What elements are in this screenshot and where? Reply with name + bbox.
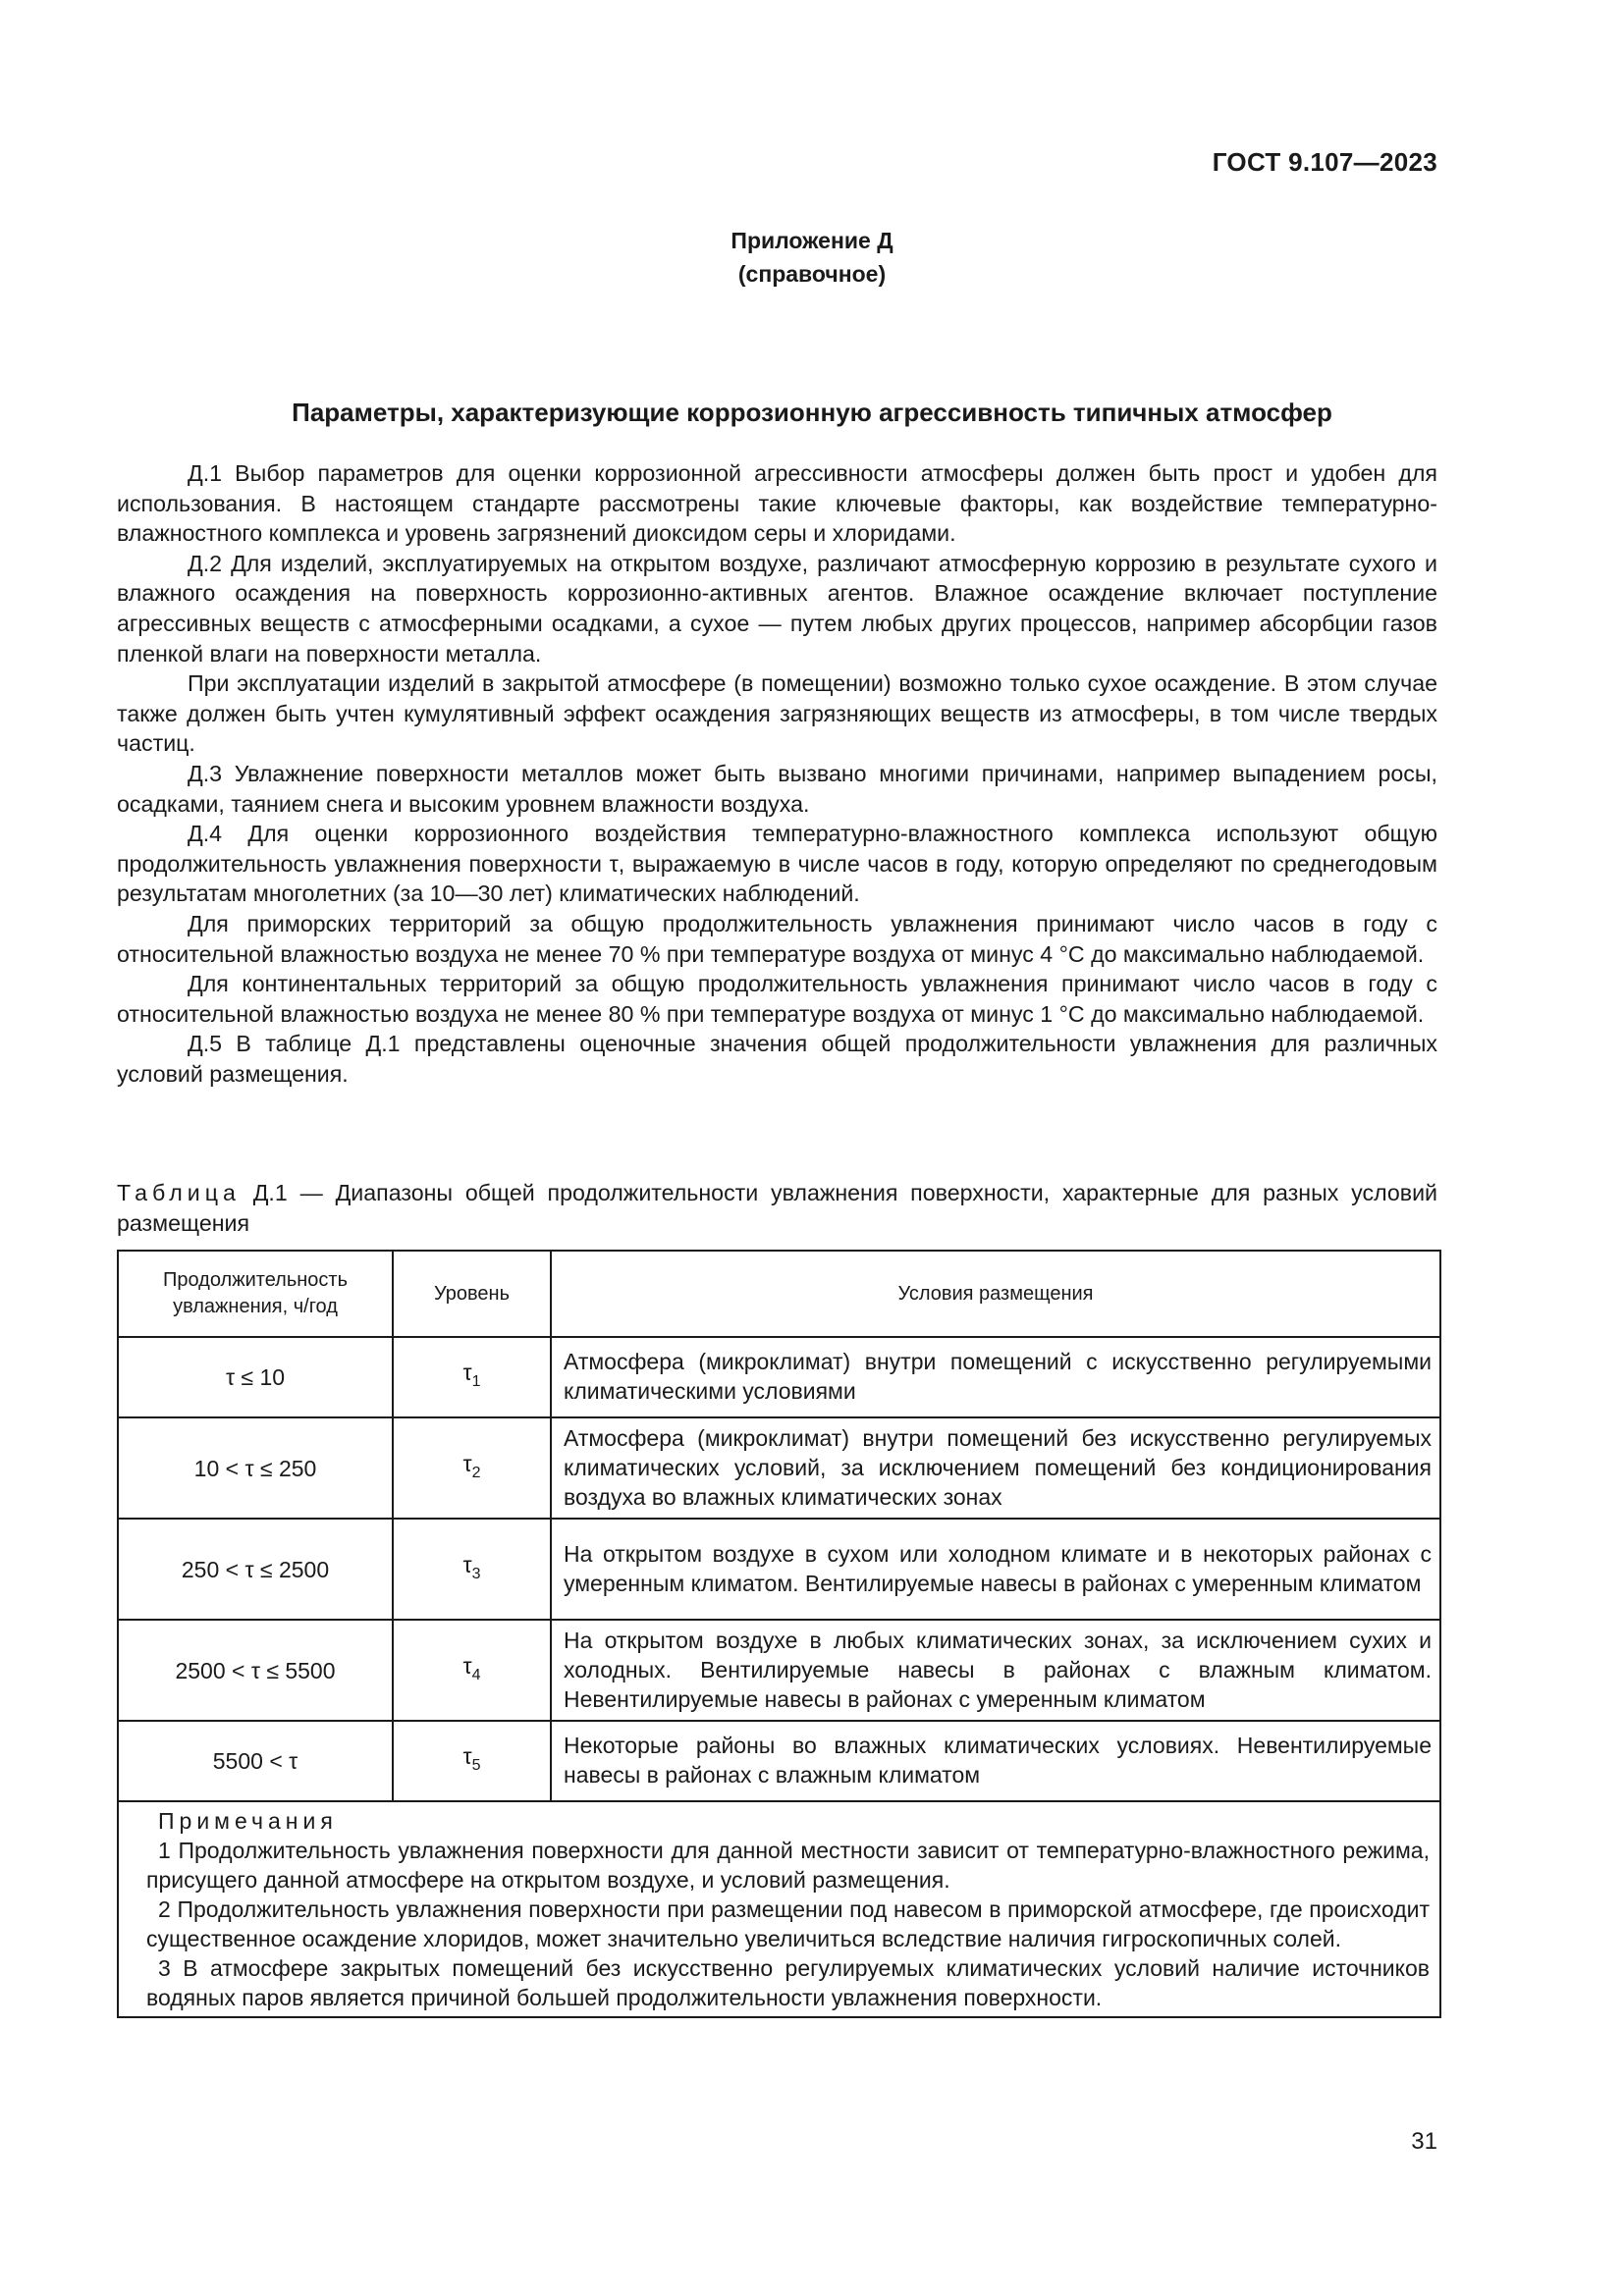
paragraph-d2: Д.2 Для изделий, эксплуатируемых на открытом воздухе, различают атмосферную коррозию в результате сухого и влажного осаждения на поверхность коррозионно-активных агентов. Влажное осаждение включает поступление агрессивных веществ с атмосферными осадками, а сухое — путем любых других процессов, например абсорбции газов пленкой влаги на поверхности металла.	[117, 550, 1437, 667]
header-conditions: Условия размещения	[551, 1251, 1440, 1337]
notes-title: Примечания	[158, 1808, 338, 1834]
table-notes-row	[118, 1801, 1440, 2017]
conditions-cell: На открытом воздухе в сухом или холодном климате и в некоторых районах с умеренным климатом. Вентилируемые навесы в районах с умеренным климатом	[551, 1519, 1440, 1620]
table-header-row	[118, 1251, 1440, 1337]
appendix-heading	[0, 224, 1624, 291]
paragraph-coastal: Для приморских территорий за общую продолжительность увлажнения принимают число часов в году с относительной влажностью воздуха не менее 70 % при температуре воздуха от минус 4 °С до максимально наблюдаемой.	[117, 910, 1437, 967]
wetness-duration-table	[117, 1250, 1441, 2018]
note-2: 2 Продолжительность увлажнения поверхности при размещении под навесом в приморской атмосфере, где происходит существенное осаждение хлоридов, может значительно увеличиться вследствие наличия гигроскопичных солей.	[146, 1896, 1430, 1951]
header-level: Уровень	[393, 1251, 551, 1337]
header-duration: Продолжительность увлажнения, ч/год	[118, 1251, 393, 1337]
table-row	[118, 1620, 1440, 1721]
paragraph-indoor: При эксплуатации изделий в закрытой атмосфере (в помещении) возможно только сухое осаждение. В этом случае также должен быть учтен кумулятивный эффект осаждения загрязняющих веществ из атмосферы, в том числе твердых частиц.	[117, 670, 1437, 757]
duration-cell: 5500 < τ	[118, 1721, 393, 1801]
conditions-cell: Атмосфера (микроклимат) внутри помещений с искусственно регулируемыми климатическими условиями	[551, 1337, 1440, 1417]
level-cell: $\tau_4$	[393, 1620, 551, 1721]
body-text	[117, 458, 1437, 1089]
table-row	[118, 1337, 1440, 1417]
duration-cell: 2500 < τ ≤ 5500	[118, 1620, 393, 1721]
table-row	[118, 1417, 1440, 1519]
paragraph-d1: Д.1 Выбор параметров для оценки коррозионной агрессивности атмосферы должен быть прост и удобен для использования. В настоящем стандарте рассмотрены такие ключевые факторы, как воздействие температурно-влажностного комплекса и уровень загрязнений диоксидом серы и хлоридами.	[117, 460, 1437, 547]
table-notes	[118, 1801, 1440, 2017]
document-code: ГОСТ 9.107—2023	[1212, 147, 1437, 177]
duration-cell: 250 < τ ≤ 2500	[118, 1519, 393, 1620]
note-1: 1 Продолжительность увлажнения поверхности для данной местности зависит от температурно-влажностного режима, присущего данной атмосфере на открытом воздухе, и условий размещения.	[146, 1838, 1430, 1893]
duration-cell: τ ≤ 10	[118, 1337, 393, 1417]
note-3: 3 В атмосфере закрытых помещений без искусственно регулируемых климатических условий наличие источников водяных паров является причиной большей продолжительности увлажнения поверхности.	[146, 1955, 1430, 2010]
table-caption-text: Д.1 — Диапазоны общей продолжительности увлажнения поверхности, характерные для разных условий размещения	[117, 1180, 1437, 1236]
level-cell: $\tau_5$	[393, 1721, 551, 1801]
table-caption-label: Таблица	[117, 1180, 241, 1205]
table-row	[118, 1519, 1440, 1620]
table-caption	[117, 1178, 1437, 1238]
paragraph-continental: Для континентальных территорий за общую продолжительность увлажнения принимают число часов в году с относительной влажностью воздуха не менее 80 % при температуре воздуха от минус 1 °С до максимально наблюдаемой.	[117, 971, 1437, 1027]
paragraph-d4: Д.4 Для оценки коррозионного воздействия температурно-влажностного комплекса используют общую продолжительность увлажнения поверхности τ, выражаемую в числе часов в году, которую определяют по среднегодовым результатам многолетних (за 10—30 лет) климатических наблюдений.	[117, 821, 1437, 907]
paragraph-d5: Д.5 В таблице Д.1 представлены оценочные значения общей продолжительности увлажнения для различных условий размещения.	[117, 1031, 1437, 1087]
appendix-subtitle: (справочное)	[737, 261, 887, 287]
level-cell: $\tau_3$	[393, 1519, 551, 1620]
level-cell: $\tau_2$	[393, 1417, 551, 1519]
table-row	[118, 1721, 1440, 1801]
appendix-title: Приложение Д	[731, 228, 893, 253]
duration-cell: 10 < τ ≤ 250	[118, 1417, 393, 1519]
conditions-cell: На открытом воздухе в любых климатических зонах, за исключением сухих и холодных. Вентилируемые навесы в районах с влажным климатом. Невентилируемые навесы в районах с умеренным климатом	[551, 1620, 1440, 1721]
section-title: Параметры, характеризующие коррозионную агрессивность типичных атмосфер	[292, 398, 1332, 427]
page-number: 31	[1411, 2128, 1437, 2155]
paragraph-d3: Д.3 Увлажнение поверхности металлов может быть вызвано многими причинами, например выпадением росы, осадками, таянием снега и высоким уровнем влажности воздуха.	[117, 760, 1437, 817]
level-cell: $\tau_1$	[393, 1337, 551, 1417]
conditions-cell: Некоторые районы во влажных климатических условиях. Невентилируемые навесы в районах с влажным климатом	[551, 1721, 1440, 1801]
conditions-cell: Атмосфера (микроклимат) внутри помещений без искусственно регулируемых климатических условий, за исключением помещений без кондиционирования воздуха во влажных климатических зонах	[551, 1417, 1440, 1519]
